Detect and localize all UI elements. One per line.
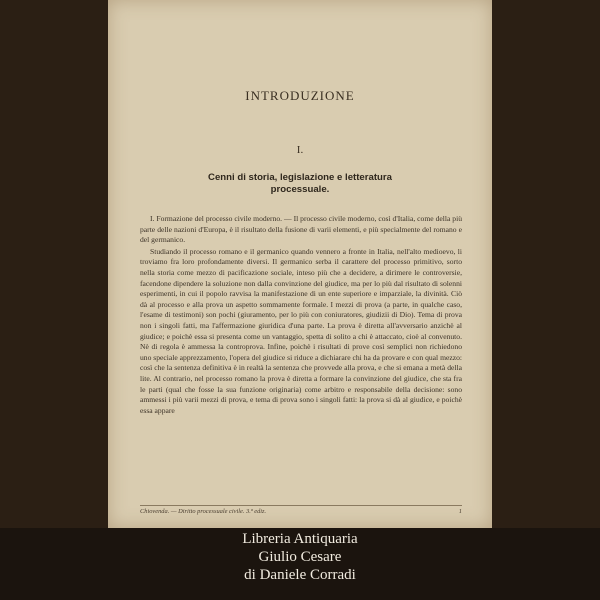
page-number: 1 — [458, 508, 462, 515]
body-text — [140, 214, 462, 416]
paragraph-2: Studiando il processo romano e il germanico quando vennero a fronte in Italia, nell'alto medioevo, li troviamo fra loro profondamente diversi. Il germanico serba il carattere del processo primitivo, sorto nella storia come mezzo di pacificazione sociale, inteso più che a decidere, a dirimere le controversie, facendone dipendere la soluzione non dalla convinzione del giudice, ma per lo più dal risultato di solenni esperimenti, in cui il popolo ravvisa la manifestazione di un ente superiore e imparziale, la divinità. Ciò dà al processo e alla prova un aspetto sommamente formale. I mezzi di prova (a parte, in qualche caso, l'esame di testimoni) son pochi (giuramento, per lo più con coniuratores, giudizii di Dio). Tema di prova non i singoli fatti, ma l'affermazione giuridica d'una parte. La prova è diretta all'avversario anzichè al giudice; e poichè essa si presenta come un vantaggio, spetta di solito a chi è attaccato, cioè al convenuto. Nè di regola è ammessa la controprova. Infine, poichè i risultati di prove così semplici non richiedono uno speciale apprezzamento, l'opera del giudice si riduce a dichiarare chi ha da provare e con qual mezzo: così che la sentenza definitiva è in realtà la sentenza che provvede alla prova, e che si emana a metà della lite. Al contrario, nel processo romano la prova è diretta a formare la convinzione del giudice, che sta fra le parti (qual che fosse la sua funzione originaria) come arbitro e responsabile della decisione: sono ammessi i più varii mezzi di prova, e tema di prova sono i singoli fatti: la prova si dà al giudice, e poichè essa appare — [140, 246, 462, 415]
bookseller-watermark — [0, 530, 600, 584]
section-title — [150, 172, 450, 196]
section-title-line2: processuale. — [270, 184, 330, 195]
section-number: I. — [296, 144, 304, 156]
watermark-line2: Giulio Cesare — [258, 549, 342, 565]
footer-rule — [140, 505, 462, 506]
watermark-line3: di Daniele Corradi — [244, 567, 356, 583]
page-footer — [140, 508, 462, 515]
watermark-line1: Libreria Antiquaria — [242, 531, 358, 547]
paragraph-1: I. Formazione del processo civile moderno. — Il processo civile moderno, così d'Italia, come della più parte delle nazioni d'Europa, è il risultato della fusione di varii elementi, e più specialmente del romano e del germanico. — [140, 214, 462, 245]
section-title-line1: Cenni di storia, legislazione e letteratura — [208, 172, 392, 183]
footer-citation: Chiovenda. — Diritto processuale civile. 3.ª ediz. — [140, 508, 267, 515]
page-heading: INTRODUZIONE — [245, 88, 355, 103]
